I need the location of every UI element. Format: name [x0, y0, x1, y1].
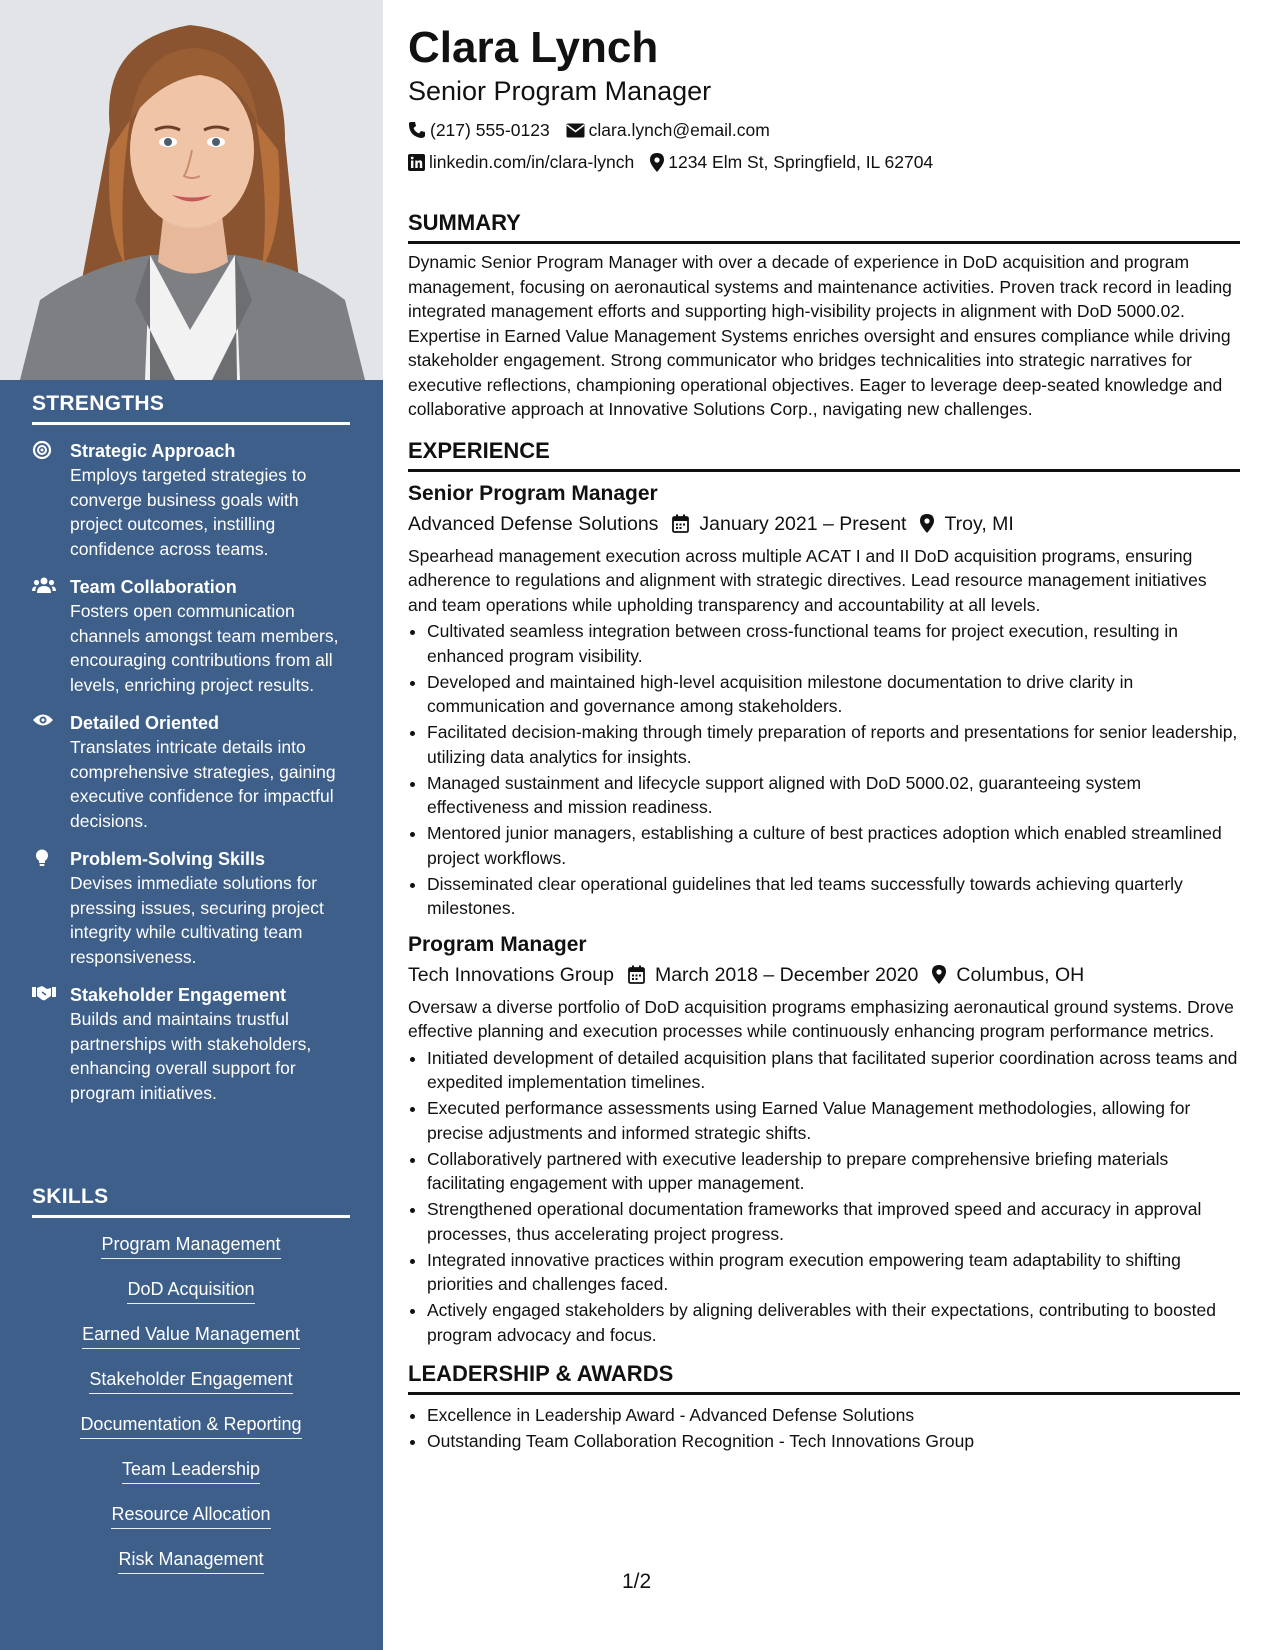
linkedin-link[interactable]: linkedin.com/in/clara-lynch [429, 152, 635, 172]
strength-item [32, 439, 350, 561]
job-company: Tech Innovations Group [408, 963, 614, 986]
handshake-icon [32, 984, 54, 1004]
strength-title: Problem-Solving Skills [70, 849, 266, 869]
linkedin-icon [408, 154, 425, 171]
job-meta [408, 510, 1240, 538]
skill-tag: Earned Value Management [82, 1322, 300, 1349]
job-location [932, 961, 1084, 989]
list-item: • Integrated innovative practices within program execution empowering team adaptability to shifting priorities and challenges faced. [427, 1248, 1240, 1297]
page-number: 1/2 [622, 1570, 652, 1593]
candidate-name: Clara Lynch [408, 23, 659, 72]
list-item: • Mentored junior managers, establishing a culture of best practices adoption which enabled streamlined project workflows. [427, 821, 1240, 870]
strength-item [32, 847, 350, 969]
strength-item [32, 983, 350, 1105]
target-icon [32, 440, 54, 460]
skill-tag: Risk Management [118, 1547, 263, 1574]
skill-tag: Resource Allocation [111, 1502, 270, 1529]
phone-contact [408, 114, 550, 146]
job-company: Advanced Defense Solutions [408, 512, 659, 535]
calendar-icon [628, 965, 645, 984]
strength-item [32, 575, 350, 697]
list-item: • Executed performance assessments using Earned Value Management methodologies, allowing for precise adjustments and informed strategic shifts. [427, 1096, 1240, 1145]
experience-section [408, 438, 1240, 1348]
list-item: • Strengthened operational documentation frameworks that improved speed and accuracy in approval processes, thus accelerating project progress. [427, 1197, 1240, 1246]
strengths-section [32, 392, 350, 1105]
experience-heading: EXPERIENCE [408, 438, 1240, 472]
job-entry [408, 480, 1240, 921]
candidate-role: Senior Program Manager [408, 76, 712, 106]
list-item: • Cultivated seamless integration between cross-functional teams for project execution, resulting in enhanced program visibility. [427, 619, 1240, 668]
phone-icon [408, 121, 426, 139]
calendar-icon [672, 514, 689, 533]
list-item: • Facilitated decision-making through timely preparation of reports and presentations for senior leadership, utilizing data analytics for insights. [427, 720, 1240, 769]
strength-description: Devises immediate solutions for pressing issues, securing project integrity while cultivating team responsiveness. [70, 873, 324, 967]
summary-heading: SUMMARY [408, 210, 1240, 244]
phone-text: (217) 555-0123 [430, 120, 550, 140]
strength-title: Stakeholder Engagement [70, 985, 287, 1005]
strength-description: Employs targeted strategies to converge business goals with project outcomes, instilling confidence across teams. [70, 465, 307, 559]
skill-tag: Documentation & Reporting [80, 1412, 301, 1439]
linkedin-contact[interactable] [408, 146, 634, 178]
skills-list [32, 1232, 350, 1592]
job-dates [628, 961, 918, 989]
map-pin-icon [920, 514, 934, 533]
skill-tag: Team Leadership [122, 1457, 260, 1484]
job-entry [408, 931, 1240, 1348]
list-item: • Excellence in Leadership Award - Advanced Defense Solutions [427, 1403, 1240, 1428]
list-item: • Outstanding Team Collaboration Recognition - Tech Innovations Group [427, 1429, 1240, 1454]
job-dates-text: March 2018 – December 2020 [654, 963, 919, 986]
awards-heading: LEADERSHIP & AWARDS [408, 1361, 1240, 1395]
summary-section [408, 210, 1240, 422]
strength-description: Builds and maintains trustful partnerships with stakeholders, enhancing overall support for program initiatives. [70, 1009, 312, 1103]
strength-description: Fosters open communication channels amongst team members, encouraging contributions from all levels, enriching project results. [70, 601, 339, 695]
job-location [920, 510, 1013, 538]
list-item: • Developed and maintained high-level acquisition milestone documentation to drive clarity in communication and governance among stakeholders. [427, 670, 1240, 719]
list-item: • Initiated development of detailed acquisition plans that facilitated superior coordination across teams and expedited implementation timelines. [427, 1046, 1240, 1095]
job-meta [408, 961, 1240, 989]
strength-title: Team Collaboration [70, 577, 237, 597]
job-description: Spearhead management execution across multiple ACAT I and II DoD acquisition programs, ensuring adherence to regulations and alignment with strategic directives. Lead resource management initiatives and team operations while upholding transparency and accountability at all levels. [408, 545, 1207, 615]
skills-section [32, 1185, 350, 1592]
list-item: • Collaboratively partnered with executive leadership to prepare comprehensive briefing materials facilitating engagement with upper management. [427, 1147, 1240, 1196]
skill-tag: DoD Acquisition [127, 1277, 254, 1304]
skills-heading: SKILLS [32, 1185, 350, 1218]
contact-row [408, 114, 1240, 146]
strength-title: Strategic Approach [70, 441, 236, 461]
job-title: Senior Program Manager [408, 481, 658, 505]
address-text: 1234 Elm St, Springfield, IL 62704 [668, 152, 934, 172]
users-icon [32, 576, 54, 596]
job-bullets [408, 1046, 1240, 1348]
job-description: Oversaw a diverse portfolio of DoD acquisition programs emphasizing aeronautical ground systems. Drove effective planning and execution processes while continuously enhancing program performance metrics. [408, 996, 1234, 1041]
sidebar [0, 0, 383, 1650]
job-location-text: Columbus, OH [956, 963, 1085, 986]
eye-icon [32, 712, 54, 732]
main-content [408, 22, 1240, 1455]
map-pin-icon [932, 965, 946, 984]
job-bullets [408, 619, 1240, 921]
list-item: • Managed sustainment and lifecycle support aligned with DoD 5000.02, guaranteeing system effectiveness and mission readiness. [427, 771, 1240, 820]
job-title: Program Manager [408, 932, 587, 956]
contact-row [408, 146, 1240, 178]
job-dates [672, 510, 906, 538]
skill-tag: Stakeholder Engagement [89, 1367, 292, 1394]
profile-photo [0, 0, 383, 380]
address-contact [650, 146, 933, 178]
strength-item [32, 711, 350, 833]
skill-tag: Program Management [101, 1232, 280, 1259]
lightbulb-icon [32, 848, 54, 868]
awards-list [408, 1403, 1240, 1454]
email-link[interactable]: clara.lynch@email.com [588, 120, 770, 140]
envelope-icon [566, 123, 585, 138]
strength-description: Translates intricate details into comprehensive strategies, gaining executive confidence for impactful decisions. [70, 737, 336, 831]
list-item: • Actively engaged stakeholders by aligning deliverables with their expectations, contributing to boosted program advocacy and focus. [427, 1298, 1240, 1347]
strengths-heading: STRENGTHS [32, 392, 350, 425]
job-location-text: Troy, MI [944, 512, 1014, 535]
strength-title: Detailed Oriented [70, 713, 220, 733]
email-contact[interactable] [566, 114, 770, 146]
summary-text: Dynamic Senior Program Manager with over a decade of experience in DoD acquisition and program management, focusing on aeronautical systems and maintenance activities. Proven track record in leading integrated management efforts and supporting high-visibility projects in alignment with DoD 5000.02. Expertise in Earned Value Management Systems enriches oversight and ensures compliance while driving stakeholder engagement. Strong communicator who bridges technicalities into strategic narratives for executive reflections, championing operational objectives. Eager to leverage deep-seated knowledge and collaborative approach at Innovative Solutions Corp., navigating new challenges. [408, 252, 1232, 419]
job-dates-text: January 2021 – Present [699, 512, 907, 535]
awards-section [408, 1361, 1240, 1454]
list-item: • Disseminated clear operational guidelines that led teams successfully towards achieving quarterly milestones. [427, 872, 1240, 921]
portrait-illustration [0, 0, 383, 380]
map-pin-icon [650, 153, 664, 172]
